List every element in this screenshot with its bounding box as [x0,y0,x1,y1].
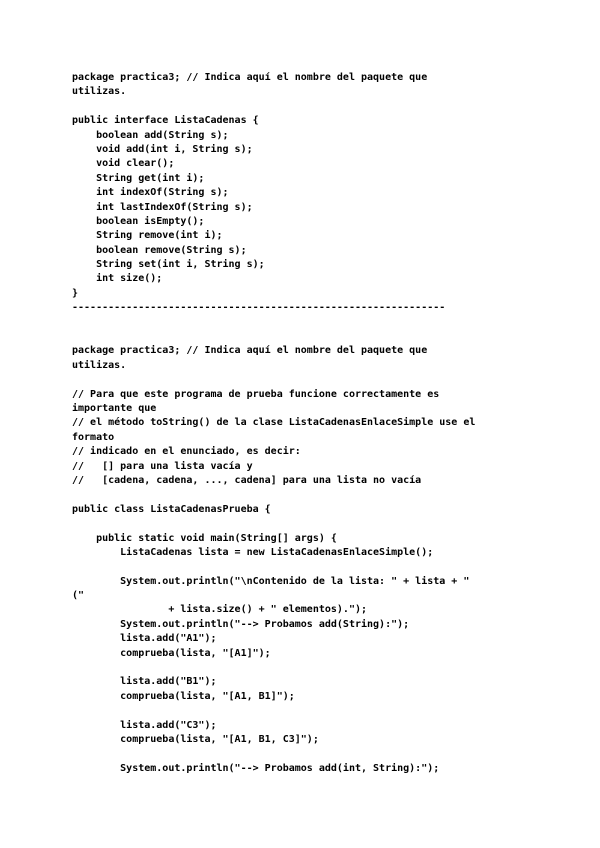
code-line: } [72,287,79,299]
code-line: comprueba(lista, "[A1, B1, C3]"); [72,733,319,745]
code-line: // [] para una lista vacía y [72,460,253,472]
code-line: + lista.size() + " elementos)."); [72,604,368,616]
code-line: package practica3; // Indica aquí el nombre del paquete que [72,345,428,357]
code-line: lista.add("C3"); [72,719,217,731]
code-line [72,560,542,574]
code-line: public class ListaCadenasPrueba { [72,503,271,515]
code-line [72,488,542,502]
code-line: public static void main(String[] args) { [72,532,337,544]
code-line: System.out.println("--> Probamos add(String):"); [72,618,410,630]
code-line: boolean remove(String s); [72,244,247,256]
code-line: lista.add("A1"); [72,633,217,645]
code-line [72,661,542,675]
code-line: String set(int i, String s); [72,259,265,271]
code-line: System.out.println("--> Probamos add(int, String):"); [72,762,440,774]
code-line: lista.add("B1"); [72,676,217,688]
separator-line: -------------------------------------------------------------- [72,302,446,314]
code-line: int lastIndexOf(String s); [72,201,253,213]
code-line: // [cadena, cadena, ..., cadena] para una lista no vacía [72,474,422,486]
code-line [72,747,542,761]
code-line [72,517,542,531]
code-line: void clear(); [72,158,175,170]
code-line: comprueba(lista, "[A1, B1]"); [72,690,295,702]
code-line [72,704,542,718]
code-line: // Para que este programa de prueba funcione correctamente es [72,388,440,400]
code-line [72,373,542,387]
code-listing [72,71,542,776]
code-line: System.out.println("\nContenido de la lista: " + lista + " [72,575,470,587]
code-line: package practica3; // Indica aquí el nombre del paquete que [72,72,428,83]
code-line: boolean isEmpty(); [72,215,205,227]
code-line: // el método toString() de la clase ListaCadenasEnlaceSimple use el [72,417,476,429]
code-line: String remove(int i); [72,230,223,242]
code-line [72,330,542,344]
code-line: public interface ListaCadenas { [72,115,259,127]
code-line: int indexOf(String s); [72,187,229,199]
code-line: (" [72,590,85,602]
code-line [72,316,542,330]
code-line: int size(); [72,273,163,285]
code-line: boolean add(String s); [72,129,229,141]
code-line: utilizas. [72,86,127,98]
code-line: String get(int i); [72,172,205,184]
code-line: importante que [72,402,157,414]
code-line [72,100,542,114]
code-line: formato [72,431,115,443]
code-line: ListaCadenas lista = new ListaCadenasEnlaceSimple(); [72,546,434,558]
code-line: void add(int i, String s); [72,143,253,155]
code-line: utilizas. [72,359,127,371]
code-line: comprueba(lista, "[A1]"); [72,647,271,659]
code-line: // indicado en el enunciado, es decir: [72,446,301,458]
